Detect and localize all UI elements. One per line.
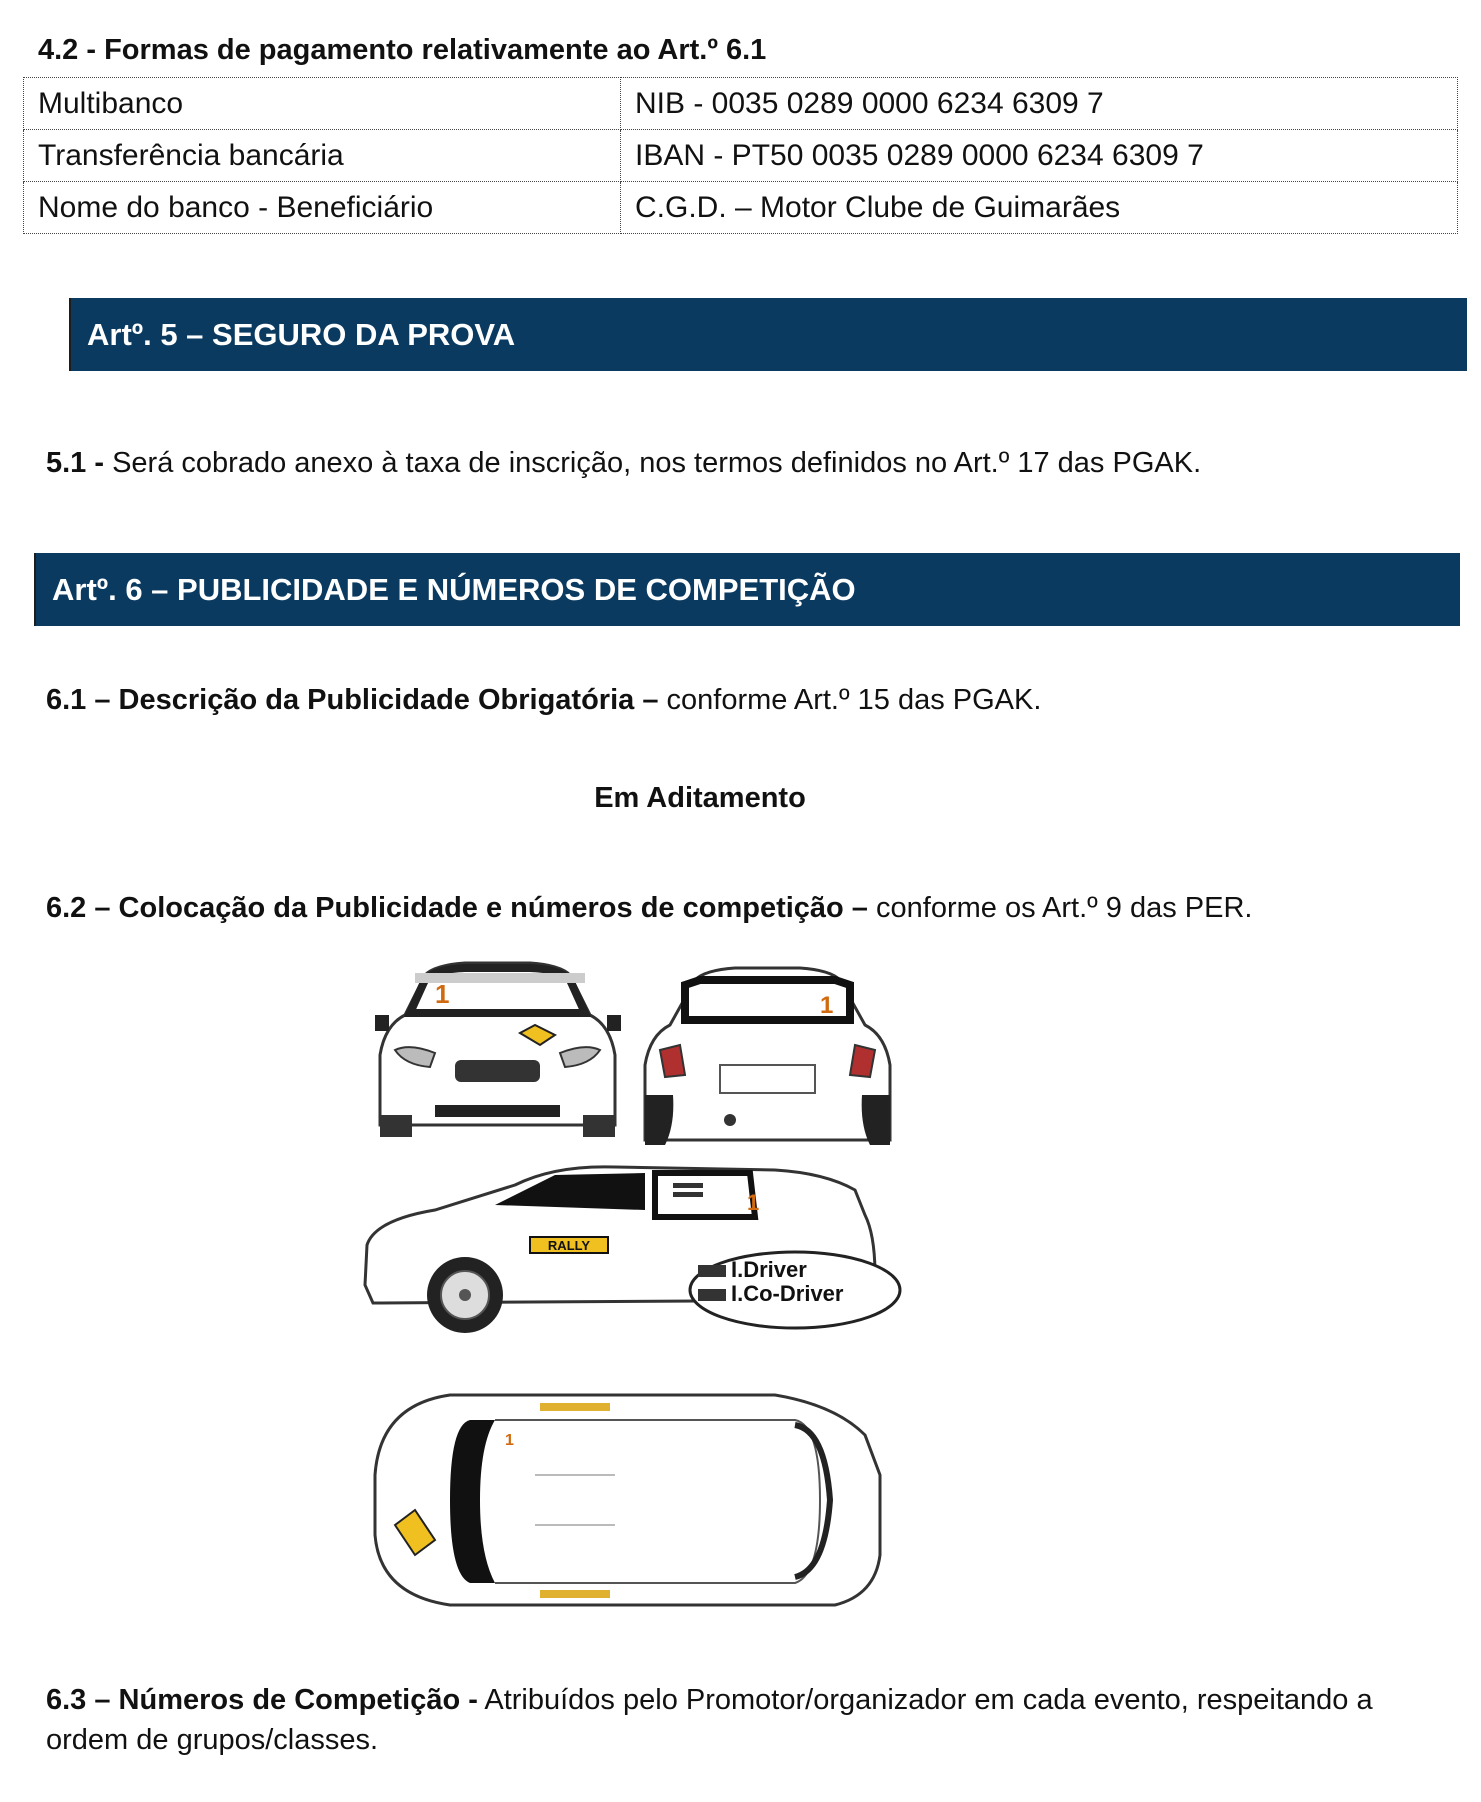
- table-cell-value: NIB - 0035 0289 0000 6234 6309 7: [621, 78, 1458, 130]
- car-advertising-diagram: [355, 955, 910, 1630]
- paragraph-6-1: [46, 680, 1041, 720]
- art6-banner: [34, 553, 1460, 626]
- table-cell-value: C.G.D. – Motor Clube de Guimarães: [621, 182, 1458, 234]
- art5-banner-title: Artº. 5 – SEGURO DA PROVA: [87, 316, 516, 352]
- car-top-view: [375, 1395, 880, 1605]
- car-views-svg: [355, 955, 910, 1630]
- paragraph-number: 5.1 -: [46, 447, 105, 479]
- table-cell-value: IBAN - PT50 0035 0289 0000 6234 6309 7: [621, 130, 1458, 182]
- side-number-label: 1: [747, 1190, 760, 1215]
- em-aditamento-title: Em Aditamento: [594, 782, 806, 814]
- paragraph-text: conforme os Art.º 9 das PER.: [867, 892, 1253, 924]
- paragraph-heading: 6.3 – Números de Competição -: [46, 1684, 478, 1716]
- rear-number-label: 1: [820, 992, 834, 1019]
- car-rear-view: [645, 968, 890, 1145]
- paragraph-text: Atribuídos pelo Promotor/organizador em cada evento, respeitando a ordem de grupos/classes.: [46, 1684, 1373, 1756]
- table-row: [24, 78, 1458, 130]
- paragraph-text: Será cobrado anexo à taxa de inscrição, nos termos definidos no Art.º 17 das PGAK.: [104, 447, 1202, 479]
- paragraph-heading: 6.2 – Colocação da Publicidade e números de competição –: [46, 892, 868, 924]
- paragraph-text: conforme Art.º 15 das PGAK.: [658, 684, 1042, 716]
- table-row: [24, 182, 1458, 234]
- paragraph-heading: 6.1 – Descrição da Publicidade Obrigatória –: [46, 684, 659, 716]
- paragraph-6-2: [46, 888, 1253, 928]
- front-number-label: 1: [435, 979, 450, 1009]
- codriver-label: I.Co-Driver: [731, 1281, 844, 1306]
- art5-banner: [69, 298, 1467, 371]
- table-cell-label: Multibanco: [24, 78, 621, 130]
- car-front-view: [375, 963, 621, 1137]
- paragraph-5-1: [46, 443, 1201, 483]
- rally-label: RALLY: [547, 1238, 591, 1253]
- driver-label: I.Driver: [731, 1257, 807, 1282]
- payment-methods-table: [23, 77, 1458, 234]
- top-number-label: 1: [505, 1432, 514, 1449]
- table-cell-label: Transferência bancária: [24, 130, 621, 182]
- paragraph-6-3: [46, 1680, 1456, 1760]
- section-4-2-heading: 4.2 - Formas de pagamento relativamente ao Art.º 6.1: [38, 34, 767, 66]
- table-cell-label: Nome do banco - Beneficiário: [24, 182, 621, 234]
- art6-banner-title: Artº. 6 – PUBLICIDADE E NÚMEROS DE COMPETIÇÃO: [52, 571, 856, 607]
- car-side-view: [365, 1167, 900, 1333]
- table-row: [24, 130, 1458, 182]
